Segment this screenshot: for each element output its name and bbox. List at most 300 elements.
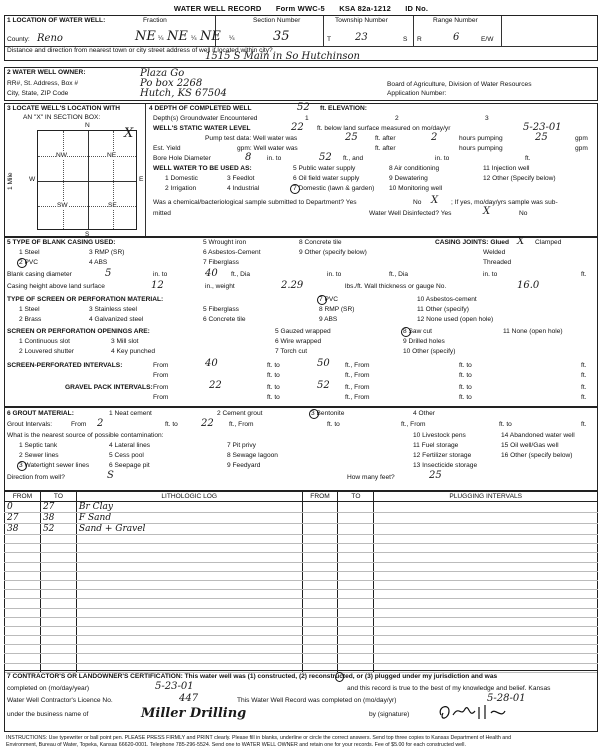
table-row (5, 571, 598, 580)
table-cell[interactable] (76, 580, 302, 589)
bore-to-value[interactable]: 52 (319, 152, 332, 163)
table-cell[interactable] (302, 535, 338, 544)
gp-ft-to3: ft. to (267, 394, 280, 401)
table-cell[interactable] (5, 617, 41, 626)
table-cell[interactable] (338, 535, 374, 544)
casing-2-circle (17, 258, 27, 268)
form-number: Form WWC-5 (275, 4, 325, 13)
bore-ft: ft., and (343, 155, 364, 162)
screen-8[interactable]: 8 RMP (SR) (319, 306, 355, 313)
grout-1[interactable]: 1 Neat cement (109, 410, 152, 417)
section-number-value[interactable]: 35 (273, 29, 290, 44)
table-row (5, 654, 598, 663)
openings-label: SCREEN OR PERFORATION OPENINGS ARE: (7, 328, 150, 335)
use-label: WELL WATER TO BE USED AS: (153, 165, 252, 172)
log-from[interactable]: 27 (5, 513, 41, 524)
address-value[interactable]: 1515 S Main in So Hutchinson (205, 51, 360, 62)
table-cell[interactable] (76, 544, 302, 553)
static-label: WELL'S STATIC WATER LEVEL (153, 125, 251, 132)
table-cell[interactable] (5, 544, 41, 553)
src-4[interactable]: 4 Lateral lines (109, 442, 151, 449)
footer-line-2: Environment, Bureau of Water, Topeka, Kansas 66620-0001. Telephone 785-296-5524. Send one to WATER WELL OWNER and retain one for your records. Fee of $5.00 for each constructed well. (6, 742, 466, 748)
use-1[interactable]: 1 Domestic (165, 175, 198, 182)
screen-7[interactable]: 7 PVC (319, 296, 339, 303)
src-3-circle (17, 461, 27, 471)
use-3[interactable]: 3 Feedlot (227, 175, 255, 182)
table-cell[interactable] (338, 580, 374, 589)
col-lithologic: LITHOLOGIC LOG (76, 492, 302, 502)
table-cell[interactable] (338, 608, 374, 617)
table-row (5, 553, 598, 562)
township-value[interactable]: 23 (355, 32, 368, 43)
table-cell[interactable] (338, 571, 374, 580)
table-cell[interactable] (5, 608, 41, 617)
col-plugging: PLUGGING INTERVALS (374, 492, 598, 502)
table-cell[interactable] (302, 544, 338, 553)
section-7-certification (4, 670, 598, 732)
table-cell[interactable] (338, 513, 374, 524)
casing-4[interactable]: 4 ABS (89, 259, 108, 266)
gi-rest2: ft. to (327, 421, 340, 428)
use-5[interactable]: 5 Public water supply (293, 165, 356, 172)
direction-label: Direction from well? (7, 474, 65, 481)
table-cell[interactable] (40, 562, 76, 571)
table-cell[interactable] (302, 590, 338, 599)
table-cell[interactable] (302, 580, 338, 589)
log-to[interactable]: 38 (40, 513, 76, 524)
pump-hours-label: hours pumping (459, 135, 503, 142)
gp-from-label: From (153, 384, 169, 391)
use-2[interactable]: 2 Irrigation (165, 185, 197, 192)
owner-value[interactable]: Plaza Go (140, 68, 185, 79)
opening-7[interactable]: 7 Torch cut (275, 348, 308, 355)
quarter-2[interactable]: NE (167, 29, 188, 44)
gi-to-value[interactable]: 22 (201, 418, 214, 429)
sp-from-value[interactable]: 40 (205, 358, 218, 369)
weight-unit: lbs./ft. Wall thickness or gauge No. (345, 283, 447, 290)
pump-hours[interactable]: 2 (431, 132, 438, 143)
quarter-1[interactable]: NE (135, 29, 156, 44)
table-cell[interactable] (5, 590, 41, 599)
depth-value[interactable]: 52 (297, 102, 310, 113)
diam-ft-dia: ft., Dia (389, 271, 409, 278)
table-cell[interactable] (40, 654, 76, 663)
table-cell[interactable] (40, 553, 76, 562)
direction-value[interactable]: S (107, 470, 114, 481)
table-cell[interactable] (40, 636, 76, 645)
col-to: TO (40, 492, 76, 502)
log-from[interactable]: 38 (5, 524, 41, 535)
src-9[interactable]: 9 Feedyard (227, 462, 261, 469)
table-cell[interactable] (302, 645, 338, 654)
table-cell[interactable] (302, 562, 338, 571)
table-cell[interactable] (5, 636, 41, 645)
opening-3[interactable]: 3 Mill slot (111, 338, 139, 345)
table-cell[interactable] (5, 553, 41, 562)
screen-label: TYPE OF SCREEN OR PERFORATION MATERIAL: (7, 296, 164, 303)
table-row (5, 562, 598, 571)
table-cell[interactable] (5, 571, 41, 580)
table-cell[interactable] (302, 608, 338, 617)
use-6[interactable]: 6 Oil field water supply (293, 175, 360, 182)
table-cell[interactable] (5, 562, 41, 571)
casing-5[interactable]: 5 Wrought iron (203, 239, 247, 246)
diam-ft: ft., Dia (231, 271, 251, 278)
table-cell[interactable] (338, 645, 374, 654)
section-5-label: 5 TYPE OF BLANK CASING USED: (7, 239, 116, 246)
table-cell[interactable] (76, 617, 302, 626)
src-15[interactable]: 15 Oil well/Gas well (501, 442, 559, 449)
grout-intervals-label: Grout Intervals: (7, 421, 53, 428)
src-1[interactable]: 1 Septic tank (19, 442, 58, 449)
ne-label: NE (107, 152, 117, 159)
table-row (5, 524, 598, 535)
casing-7[interactable]: 7 Fiberglass (203, 259, 239, 266)
opening-4[interactable]: 4 Key punched (111, 348, 155, 355)
id-label: ID No. (405, 4, 429, 13)
signature-mark (435, 701, 525, 723)
gp-ft-end2: ft. (581, 394, 587, 401)
table-cell[interactable] (5, 654, 41, 663)
elevation-label: ft. ELEVATION: (320, 105, 368, 112)
table-cell[interactable] (338, 626, 374, 635)
quarter-sym-1: ¼ (158, 35, 164, 42)
pump-gpm[interactable]: 25 (535, 132, 548, 143)
height-value[interactable]: 12 (151, 280, 164, 291)
gp-ft-from: ft., From (345, 384, 370, 391)
screen-11[interactable]: 11 Other (specify) (417, 306, 469, 313)
feet-label: How many feet? (347, 474, 395, 481)
table-cell[interactable] (76, 645, 302, 654)
record-date[interactable]: 5-28-01 (487, 693, 526, 704)
height-label: Casing height above land surface (7, 283, 105, 290)
opening-2[interactable]: 2 Louvered shutter (19, 348, 74, 355)
table-row (5, 590, 598, 599)
quarter-3[interactable]: NE (200, 29, 221, 44)
src-5[interactable]: 5 Cess pool (109, 452, 144, 459)
distance-label: Distance and direction from nearest town or city street address of well if located within city? (7, 47, 273, 54)
use-4[interactable]: 4 Industrial (227, 185, 260, 192)
table-cell[interactable] (338, 553, 374, 562)
section-number-label: Section Number (253, 17, 301, 24)
table-cell[interactable] (40, 571, 76, 580)
table-cell[interactable] (374, 502, 598, 513)
diam-in-to: in. to (327, 271, 342, 278)
table-cell[interactable] (338, 524, 374, 535)
screen-1[interactable]: 1 Steel (19, 306, 40, 313)
table-cell[interactable] (374, 590, 598, 599)
city-value[interactable]: Hutch, KS 67504 (140, 88, 227, 99)
table-cell[interactable] (374, 654, 598, 663)
casing-9[interactable]: 9 Other (specify below) (299, 249, 367, 256)
use-7[interactable]: 7 Domestic (lawn & garden) (293, 185, 375, 192)
table-row (5, 636, 598, 645)
gw-1: 1 (305, 115, 309, 122)
licence-value[interactable]: 447 (179, 693, 199, 704)
gw-3: 3 (485, 115, 489, 122)
range-ew: E/W (481, 36, 494, 43)
src-10[interactable]: 10 Livestock pens (413, 432, 466, 439)
use-7-circle (290, 184, 300, 194)
log-from[interactable]: 0 (5, 502, 41, 513)
table-cell[interactable] (374, 608, 598, 617)
casing-3[interactable]: 3 RMP (SR) (89, 249, 125, 256)
table-cell[interactable] (76, 590, 302, 599)
opening-9[interactable]: 9 Drilled holes (403, 338, 445, 345)
log-desc[interactable]: Sand + Gravel (76, 524, 302, 535)
sp-to-value[interactable]: 50 (317, 358, 330, 369)
grout-3[interactable]: 3 Bentonite (311, 410, 345, 417)
table-cell[interactable] (374, 626, 598, 635)
table-cell[interactable] (76, 654, 302, 663)
table-cell[interactable] (40, 645, 76, 654)
screen-9[interactable]: 9 ABS (319, 316, 338, 323)
gp-from-label2: From (153, 394, 169, 401)
table-cell[interactable] (374, 544, 598, 553)
table-cell[interactable] (374, 617, 598, 626)
table-cell[interactable] (302, 599, 338, 608)
table-cell[interactable] (76, 571, 302, 580)
table-cell[interactable] (40, 544, 76, 553)
clamped-label[interactable]: Clamped (535, 239, 562, 246)
casing-8[interactable]: 8 Concrete tile (299, 239, 342, 246)
range-prefix: R (417, 36, 422, 43)
opening-8-circle (401, 327, 411, 337)
signature-label: by (signature) (369, 711, 410, 718)
sp-ft-end2: ft. (581, 372, 587, 379)
table-cell[interactable] (374, 535, 598, 544)
table-cell[interactable] (302, 513, 338, 524)
screen-2[interactable]: 2 Brass (19, 316, 42, 323)
grout-2[interactable]: 2 Cement grout (217, 410, 263, 417)
grout-4[interactable]: 4 Other (413, 410, 435, 417)
table-row (5, 645, 598, 654)
opening-1[interactable]: 1 Continuous slot (19, 338, 70, 345)
screen-3[interactable]: 3 Stainless steel (89, 306, 138, 313)
sp-ft-to3: ft. to (267, 372, 280, 379)
table-cell[interactable] (40, 599, 76, 608)
static-date[interactable]: 5-23-01 (523, 122, 562, 133)
section-4-label: 4 DEPTH OF COMPLETED WELL (149, 105, 252, 112)
weight-value[interactable]: 2.29 (281, 280, 304, 291)
table-cell[interactable] (338, 544, 374, 553)
county-value[interactable]: Reno (37, 33, 63, 44)
chem-no[interactable]: No (413, 199, 422, 206)
table-cell[interactable] (76, 599, 302, 608)
business-label: under the business name of (7, 711, 89, 718)
table-cell[interactable] (40, 580, 76, 589)
src-7[interactable]: 7 Pit privy (227, 442, 256, 449)
table-cell[interactable] (76, 553, 302, 562)
table-cell[interactable] (40, 608, 76, 617)
table-cell[interactable] (5, 599, 41, 608)
table-cell[interactable] (5, 645, 41, 654)
section-6-label: 6 GROUT MATERIAL: (7, 410, 74, 417)
feet-value[interactable]: 25 (429, 470, 442, 481)
opening-5[interactable]: 5 Gauzed wrapped (275, 328, 331, 335)
src-11[interactable]: 11 Fuel storage (413, 442, 459, 449)
screen-6[interactable]: 6 Concrete tile (203, 316, 246, 323)
business-value[interactable]: Miller Drilling (141, 706, 247, 721)
disinfected-no[interactable]: No (519, 210, 528, 217)
form-header (4, 4, 598, 14)
src-16[interactable]: 16 Other (specify below) (501, 452, 573, 459)
opening-6[interactable]: 6 Wire wrapped (275, 338, 322, 345)
rr-value[interactable]: Po box 2268 (140, 78, 203, 89)
table-cell[interactable] (338, 636, 374, 645)
static-value[interactable]: 22 (291, 122, 304, 133)
table-cell[interactable] (5, 626, 41, 635)
gi-rest: ft., From (229, 421, 254, 428)
completed-value[interactable]: 5-23-01 (155, 681, 194, 692)
use-10[interactable]: 10 Monitoring well (389, 185, 443, 192)
welded-label[interactable]: Welded (483, 249, 506, 256)
rr-label: RR#, St. Address, Box # (7, 80, 79, 87)
casing-6[interactable]: 6 Asbestos-Cement (203, 249, 261, 256)
gp-ft-end: ft. (581, 384, 587, 391)
county-label: County: (7, 36, 30, 43)
log-desc[interactable]: F Sand (76, 513, 302, 524)
south-label: S (85, 231, 90, 238)
src-6[interactable]: 6 Seepage pit (109, 462, 150, 469)
diam-in: in. to (153, 271, 168, 278)
gp-from-value[interactable]: 22 (209, 380, 222, 391)
gi-rest3: ft., From (401, 421, 426, 428)
diam-to[interactable]: 40 (205, 268, 218, 279)
table-cell[interactable] (40, 626, 76, 635)
table-cell[interactable] (302, 502, 338, 513)
table-cell[interactable] (40, 535, 76, 544)
table-cell[interactable] (374, 571, 598, 580)
use-11[interactable]: 11 Injection well (483, 165, 530, 172)
src-12[interactable]: 12 Fertilizer storage (413, 452, 472, 459)
bore-ft2: ft. (525, 155, 531, 162)
table-cell[interactable] (302, 617, 338, 626)
pump-ft[interactable]: 25 (345, 132, 358, 143)
casing-2[interactable]: 2 PVC (19, 259, 39, 266)
src-14[interactable]: 14 Abandoned water well (501, 432, 575, 439)
table-cell[interactable] (374, 645, 598, 654)
section-5-casing (4, 237, 598, 407)
constructed-circle (335, 672, 344, 682)
bore-value[interactable]: 8 (245, 152, 252, 163)
table-cell[interactable] (374, 599, 598, 608)
opening-11[interactable]: 11 None (open hole) (503, 328, 563, 335)
pump-gpm-label: gpm (575, 135, 588, 142)
use-9[interactable]: 9 Dewatering (389, 175, 428, 182)
col-from-2: FROM (302, 492, 338, 502)
log-to[interactable]: 52 (40, 524, 76, 535)
src-13[interactable]: 13 Insecticide storage (413, 462, 478, 469)
table-cell[interactable] (338, 617, 374, 626)
chem-no-mark: X (431, 195, 439, 206)
table-cell[interactable] (76, 562, 302, 571)
table-cell[interactable] (338, 502, 374, 513)
table-cell[interactable] (40, 590, 76, 599)
opening-8[interactable]: 8 Saw cut (403, 328, 432, 335)
section-6-grout (4, 407, 598, 491)
gi-from-value[interactable]: 2 (97, 418, 104, 429)
gp-ft-to4: ft. to (459, 394, 472, 401)
table-cell[interactable] (338, 654, 374, 663)
nw-label: NW (56, 152, 67, 159)
table-cell[interactable] (5, 580, 41, 589)
table-cell[interactable] (302, 571, 338, 580)
table-row (5, 535, 598, 544)
src-3[interactable]: 3 Watertight sewer lines (19, 462, 90, 469)
bore-label: Bore Hole Diameter (153, 155, 211, 162)
table-cell[interactable] (76, 608, 302, 617)
ksa-number: KSA 82a-1212 (339, 4, 391, 13)
mile-label: 1 Mile (7, 172, 14, 190)
form-title: WATER WELL RECORD (173, 4, 262, 13)
table-cell[interactable] (76, 535, 302, 544)
screen-intervals-label: SCREEN-PERFORATED INTERVALS: (7, 362, 123, 369)
casing-1[interactable]: 1 Steel (19, 249, 40, 256)
table-row (5, 626, 598, 635)
col-to-2: TO (338, 492, 374, 502)
screen-12[interactable]: 12 None used (open hole) (417, 316, 494, 323)
completed-rest: and this record is true to the best of my knowledge and belief. Kansas (347, 685, 551, 692)
section-box-grid[interactable] (37, 126, 137, 230)
opening-10[interactable]: 10 Other (specify) (403, 348, 456, 355)
table-cell[interactable] (374, 562, 598, 571)
table-cell[interactable] (302, 524, 338, 535)
table-cell[interactable] (338, 590, 374, 599)
table-cell[interactable] (374, 524, 598, 535)
table-row (5, 617, 598, 626)
table-row (5, 502, 598, 513)
table-cell[interactable] (302, 626, 338, 635)
licence-label: Water Well Contractor's Licence No. (7, 697, 113, 704)
table-cell[interactable] (374, 553, 598, 562)
table-cell[interactable] (5, 535, 41, 544)
sp-ft-to: ft. to (267, 362, 280, 369)
log-desc[interactable]: Br Clay (76, 502, 302, 513)
use-8[interactable]: 8 Air conditioning (389, 165, 440, 172)
use-12[interactable]: 12 Other (Specify below) (483, 175, 556, 182)
gauge-value[interactable]: 16.0 (517, 280, 540, 291)
screen-10[interactable]: 10 Asbestos-cement (417, 296, 477, 303)
table-cell[interactable] (40, 617, 76, 626)
table-cell[interactable] (338, 562, 374, 571)
table-cell[interactable] (374, 580, 598, 589)
gp-to-value[interactable]: 52 (317, 380, 330, 391)
table-cell[interactable] (76, 636, 302, 645)
diam-value[interactable]: 5 (105, 268, 112, 279)
table-cell[interactable] (302, 553, 338, 562)
table-cell[interactable] (374, 513, 598, 524)
table-cell[interactable] (302, 636, 338, 645)
screen-4[interactable]: 4 Galvanized steel (89, 316, 144, 323)
yield-gpm-label: gpm: Well water was (237, 145, 298, 152)
range-value[interactable]: 6 (453, 32, 460, 43)
table-cell[interactable] (374, 636, 598, 645)
gp-ft-from2: ft., From (345, 394, 370, 401)
record-label: This Water Well Record was completed on (mo/day/yr) (237, 697, 397, 704)
diam-label: Blank casing diameter (7, 271, 72, 278)
table-cell[interactable] (302, 654, 338, 663)
table-cell[interactable] (338, 599, 374, 608)
log-to[interactable]: 27 (40, 502, 76, 513)
screen-5[interactable]: 5 Fiberglass (203, 306, 239, 313)
table-cell[interactable] (76, 626, 302, 635)
src-8[interactable]: 8 Sewage lagoon (227, 452, 278, 459)
threaded-label[interactable]: Threaded (483, 259, 512, 266)
groundwater-label: Depth(s) Groundwater Encountered (153, 115, 258, 122)
disinfected-label: Water Well Disinfected? Yes (369, 210, 452, 217)
src-2[interactable]: 2 Sewer lines (19, 452, 59, 459)
